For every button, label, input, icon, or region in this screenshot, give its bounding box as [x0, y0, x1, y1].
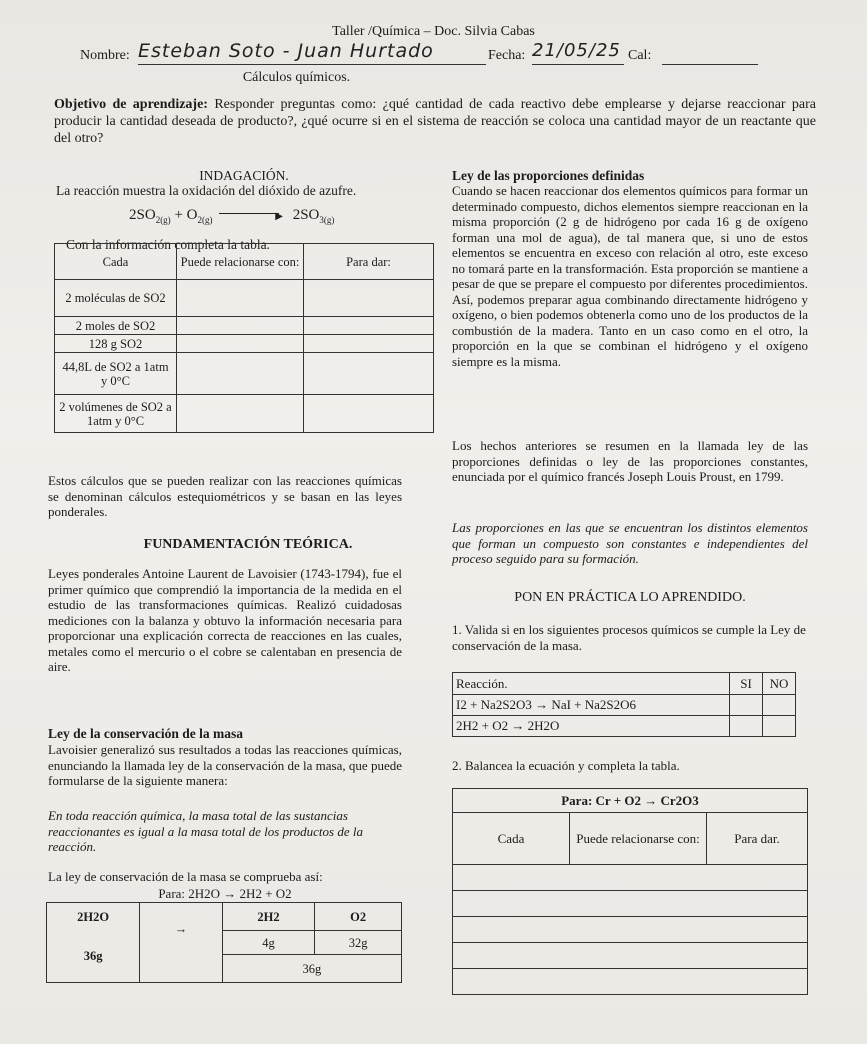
sulfur-output-cell[interactable]	[304, 353, 434, 395]
table-row	[55, 395, 434, 433]
sulfur-row-label: 2 volúmenes de SO2 a 1atm y 0°C	[55, 395, 177, 433]
balance-header-cada: Cada	[453, 813, 570, 865]
indagacion-title: INDAGACIÓN.	[199, 168, 289, 183]
table-row	[453, 716, 796, 737]
sulfur-input-cell[interactable]	[177, 353, 304, 395]
balance-answer-row[interactable]	[453, 969, 808, 995]
no-checkbox-cell[interactable]	[763, 716, 796, 737]
date-value: 21/05/25	[532, 40, 621, 61]
proof-reactant: 2H2O	[47, 903, 140, 931]
proof-reactant-mass: 36g	[47, 931, 140, 983]
sulfur-output-cell[interactable]	[304, 395, 434, 433]
worksheet-title	[0, 24, 867, 40]
conservation-header-reaccion: Reacción.	[453, 673, 730, 695]
sulfur-header-relaciona: Puede relacionarse con:	[177, 244, 304, 280]
table-row	[453, 943, 808, 969]
sulfur-table	[54, 243, 434, 433]
sulfur-input-cell[interactable]	[177, 280, 304, 317]
table-row	[55, 353, 434, 395]
balance-answer-row[interactable]	[453, 943, 808, 969]
balance-header-dar: Para dar.	[707, 813, 808, 865]
sulfur-input-cell[interactable]	[177, 317, 304, 335]
name-label: Nombre:	[80, 48, 130, 63]
balance-table	[452, 788, 808, 995]
si-checkbox-cell[interactable]	[730, 695, 763, 716]
balance-answer-row[interactable]	[453, 891, 808, 917]
conservation-header-si: SI	[730, 673, 763, 695]
grade-field[interactable]	[662, 48, 758, 65]
reaction-cell: I2 + Na2S2O3 → NaI + Na2S2O6	[453, 695, 730, 716]
table-row	[453, 917, 808, 943]
proof-product2-mass: 32g	[315, 931, 402, 955]
date-label: Fecha:	[488, 48, 526, 63]
sulfur-row-label: 128 g SO2	[55, 335, 177, 353]
proporciones-title: Ley de las proporciones definidas	[452, 168, 645, 183]
sulfur-output-cell[interactable]	[304, 317, 434, 335]
name-value: Esteban Soto - Juan Hurtado	[138, 40, 434, 62]
no-checkbox-cell[interactable]	[763, 695, 796, 716]
proof-total-mass: 36g	[222, 955, 401, 983]
lavoisier-text: Leyes ponderales Antoine Laurent de Lavoisier (1743-1794), fue el primer químico que comprendió la importancia de la medida en el estudio de las transformaciones químicas. Realizó cuidadosas mediciones con la balanza y obtuvo la información necesaria para proporcionar una explicación correcta de reacciones en las cuales, metales como el mercurio o el cobre se calentaban en presencia de aire.	[48, 566, 402, 674]
balance-answer-row[interactable]	[453, 865, 808, 891]
indagacion-instruction: Con la información completa la tabla.	[66, 237, 270, 252]
law-statement: En toda reacción química, la masa total de las sustancias reaccionantes es igual a la masa total de los productos de la reacción.	[48, 808, 363, 854]
proof-equation: Para: 2H2O → 2H2 + O2	[158, 886, 292, 901]
table-row	[55, 280, 434, 317]
sulfur-output-cell[interactable]	[304, 335, 434, 353]
si-checkbox-cell[interactable]	[730, 716, 763, 737]
conservation-header-no: NO	[763, 673, 796, 695]
indagacion-intro: La reacción muestra la oxidación del dióxido de azufre.	[56, 183, 357, 198]
sulfur-header-cada: Cada	[55, 244, 177, 280]
fundamentacion-title: FUNDAMENTACIÓN TEÓRICA.	[143, 537, 353, 552]
law-text: Lavoisier generalizó sus resultados a todas las reacciones químicas, enunciando la llamada ley de la conservación de la masa, que puede formularse de la siguiente manera:	[48, 742, 402, 788]
sulfur-row-label: 44,8L de SO2 a 1atm y 0°C	[55, 353, 177, 395]
objective	[54, 96, 816, 147]
sulfur-header-dar: Para dar:	[304, 244, 434, 280]
table-row	[453, 865, 808, 891]
proof-product1: 2H2	[222, 903, 315, 931]
law-title: Ley de la conservación de la masa	[48, 726, 243, 741]
sulfur-row-label: 2 moléculas de SO2	[55, 280, 177, 317]
grade-label: Cal:	[628, 48, 652, 63]
practica-title: PON EN PRÁCTICA LO APRENDIDO.	[514, 590, 746, 605]
proporciones-text: Cuando se hacen reaccionar dos elementos químicos para formar un determinado compuesto, dichos elementos siempre reaccionan en la misma proporción (2 g de hidrógeno por cada 16 g de oxígeno forman una mol de agua), de tal manera que, si uno de estos elementos se encuentra en exceso con relación al otro, este exceso no tomará parte en la transformación. Esta proporción se mantiene a pesar de que se prepare el compuesto por diferentes procedimientos. Así, podemos preparar agua combinando directamente hidrógeno y oxígeno, o bien podemos obtenerla como uno de los productos de la combustión de la madera. Tanto en un caso como en el otro, la proporción en la que se combinan el hidrógeno y el oxígeno siempre es la misma.	[452, 183, 808, 369]
objective-text: Responder preguntas como: ¿qué cantidad de cada reactivo debe emplearse y dejarse reaccionar para producir la cantidad deseada de producto?, ¿qué ocurre si en el sistema de reacción se coloca una cantidad mayor de un reactante que del otro?	[54, 97, 817, 146]
date-field[interactable]	[532, 40, 624, 65]
table-row	[453, 695, 796, 716]
proporciones-summary: Los hechos anteriores se resumen en la llamada ley de las proporciones definidas o ley de las proporciones constantes, enunciada por el químico francés Joseph Louis Proust, en 1799.	[452, 438, 808, 484]
sulfur-input-cell[interactable]	[177, 335, 304, 353]
stoichiometry-note: Estos cálculos que se pueden realizar con las reacciones químicas se denominan cálculos estequiométricos y se basan en las leyes ponderales.	[48, 473, 402, 519]
sulfur-row-label: 2 moles de SO2	[55, 317, 177, 335]
table-row	[453, 969, 808, 995]
balance-answer-row[interactable]	[453, 917, 808, 943]
table-row	[453, 891, 808, 917]
reaction-equation: $2SO_{2(g)} + O_{2(g)}$ ▶ $2SO_{3(g)}$	[129, 207, 335, 225]
balance-title: Para: Cr + O2 → Cr2O3	[453, 789, 808, 813]
conservation-table	[452, 672, 796, 737]
sulfur-input-cell[interactable]	[177, 395, 304, 433]
proof-product1-mass: 4g	[222, 931, 315, 955]
mass-proof-table	[46, 902, 402, 983]
name-field[interactable]	[138, 40, 486, 65]
balance-header-relaciona: Puede relacionarse con:	[570, 813, 707, 865]
table-row	[55, 317, 434, 335]
reaction-arrow-icon	[219, 213, 279, 214]
proporciones-statement: Las proporciones en las que se encuentran los distintos elementos que forman un compuesto son constantes e independientes del proceso seguido para su formación.	[452, 520, 808, 566]
proof-arrow-icon: →	[140, 903, 223, 955]
proof-product2: O2	[315, 903, 402, 931]
proof-text: La ley de conservación de la masa se comprueba así:	[48, 869, 323, 884]
table-row	[55, 335, 434, 353]
reaction-cell: 2H2 + O2 → 2H2O	[453, 716, 730, 737]
question-1: 1. Valida si en los siguientes procesos químicos se cumple la Ley de conservación de la masa.	[452, 622, 806, 653]
sulfur-output-cell[interactable]	[304, 280, 434, 317]
title-text: Taller /Química – Doc. Silvia Cabas	[332, 24, 535, 39]
question-2: 2. Balancea la ecuación y completa la tabla.	[452, 758, 680, 773]
subtitle: Cálculos químicos.	[242, 70, 351, 85]
objective-label: Objetivo de aprendizaje:	[54, 97, 208, 112]
